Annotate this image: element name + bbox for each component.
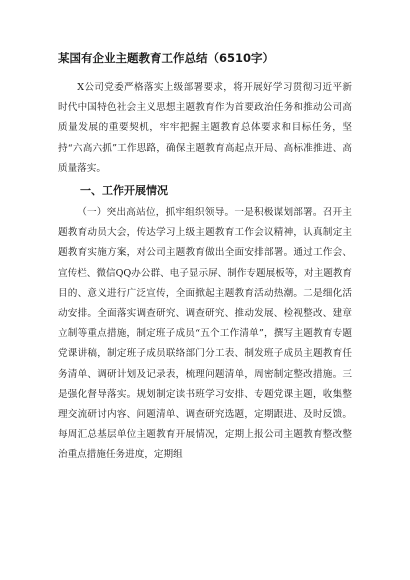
intro-paragraph: X公司党委严格落实上级部署要求，将开展好学习贯彻习近平新时代中国特色社会主义思想主题教育作为首要政治任务和推动公司高质量发展的重要契机，牢牢把握主题教育总体要求和目标任务，坚持“六高六抓”工作思路，确保主题教育高起点开局、高标准推进、高质量落实。: [58, 82, 352, 174]
section-paragraph-leadership: （一）突出高站位，抓牢组织领导。一是积极谋划部署。召开主题教育动员大会，传达学习上级主题教育工作会议精神，认真制定主题教育实施方案，对公司主题教育做出全面安排部署。通过工作会、宣传栏、微信QQ办公群、电子显示屏、制作专题展板等，对主题教育目的、意义进行广泛宣传，全面掀起主题教育活动热潮。二是细化活动安排。全面落实调查研究、调查研究、推动发展、检视整改、建章立制等重点措施，制定班子成员“五个工作清单”，撰写主题教育专题党课讲稿，制定班子成员联络部门分工表、制发班子成员主题教育任务清单、调研计划及记录表，梳理问题清单，周密制定整改措施。三是强化督导落实。规划制定读书班学习安排、专题党课主题，收集整理交流研讨内容、问题清单、调查研究选题，定期跟进、及时反馈。每周汇总基层单位主题教育开展情况，定期上报公司主题教育整改整治重点措施任务进度，定期组: [58, 207, 352, 461]
section-heading-work-progress: 一、工作开展情况: [80, 184, 168, 198]
document-title: 某国有企业主题教育工作总结（6510字）: [58, 51, 275, 65]
